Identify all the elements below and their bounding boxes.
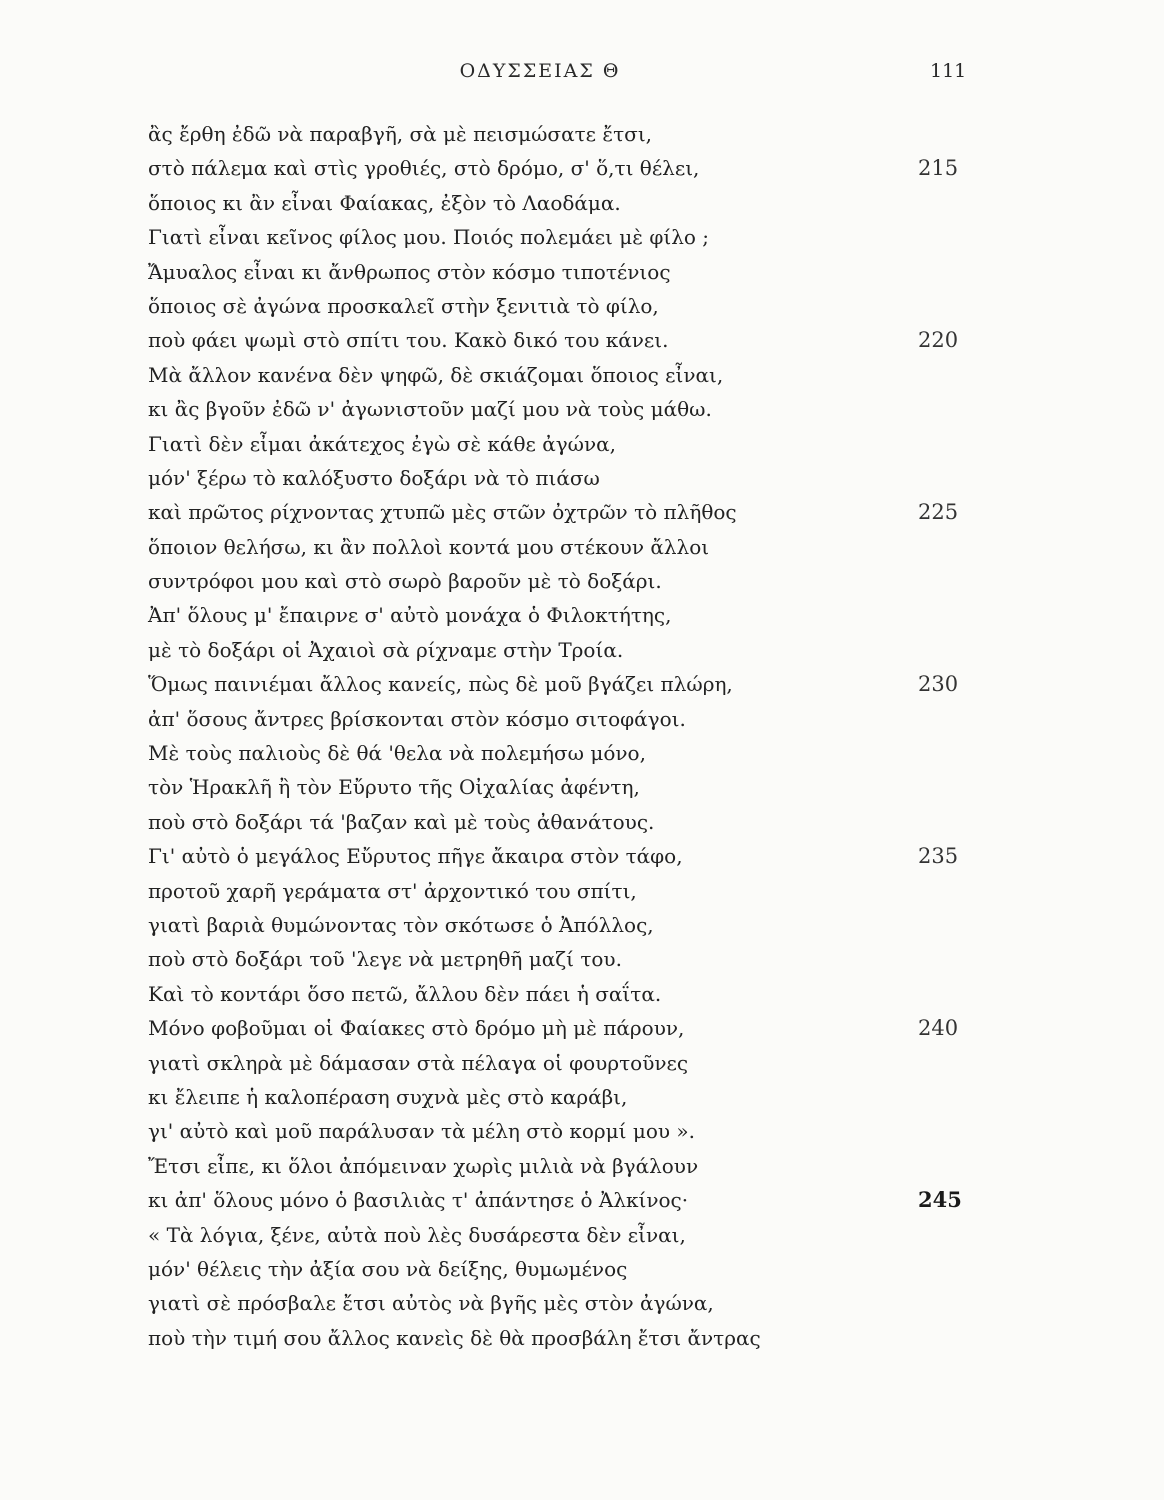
- verse-line: [148, 530, 978, 564]
- verse-text: κι ἂς βγοῦν ἐδῶ ν' ἀγωνιστοῦν μαζί μου νὰ τοὺς μάθω.: [148, 397, 712, 422]
- verse-line: [148, 1286, 978, 1320]
- verse-text: μὲ τὸ δοξάρι οἱ Ἀχαιοὶ σὰ ρίχναμε στὴν Τροία.: [148, 637, 624, 662]
- verse-line: [148, 323, 978, 357]
- verse-line: [148, 633, 978, 667]
- verse-number: 225: [918, 500, 959, 525]
- verse-line: [148, 805, 978, 839]
- verse-line: [148, 1149, 978, 1183]
- verse-text: τὸν Ἡρακλῆ ἢ τὸν Εὔρυτο τῆς Οἰχαλίας ἀφέντη,: [148, 775, 640, 800]
- verse-text: « Τὰ λόγια, ξένε, αὐτὰ ποὺ λὲς δυσάρεστα δὲν εἶναι,: [148, 1222, 686, 1247]
- verse-line: [148, 1011, 978, 1045]
- verse-line: [148, 736, 978, 770]
- verse-line: [148, 1252, 978, 1286]
- verse-text: γιατὶ σὲ πρόσβαλε ἔτσι αὐτὸς νὰ βγῆς μὲς στὸν ἀγώνα,: [148, 1291, 714, 1316]
- verse-text: Γι' αὐτὸ ὁ μεγάλος Εὔρυτος πῆγε ἄκαιρα στὸν τάφο,: [148, 844, 683, 869]
- verse-text: Ἀπ' ὅλους μ' ἔπαιρνε σ' αὐτὸ μονάχα ὁ Φιλοκτήτης,: [148, 603, 672, 628]
- verse-text: ἂς ἔρθη ἐδῶ νὰ παραβγῆ, σὰ μὲ πεισμώσατε ἔτσι,: [148, 122, 653, 146]
- verse-line: [148, 117, 978, 151]
- verse-text: Ἔτσι εἶπε, κι ὅλοι ἀπόμειναν χωρὶς μιλιὰ νὰ βγάλουν: [148, 1153, 699, 1178]
- verse-text: Ὅμως παινιέμαι ἄλλος κανείς, πὼς δὲ μοῦ βγάζει πλώρη,: [148, 672, 733, 697]
- verse-text: γι' αὐτὸ καὶ μοῦ παράλυσαν τὰ μέλη στὸ κορμί μου ».: [148, 1119, 696, 1144]
- verse-text: στὸ πάλεμα καὶ στὶς γροθιές, στὸ δρόμο, σ' ὅ,τι θέλει,: [148, 156, 700, 181]
- verse-text: Καὶ τὸ κοντάρι ὅσο πετῶ, ἄλλου δὲν πάει ἡ σαΐτα.: [148, 981, 662, 1006]
- verse-text: Γιατὶ δὲν εἶμαι ἀκάτεχος ἐγὼ σὲ κάθε ἀγώνα,: [148, 431, 616, 456]
- verse-text: κι ἔλειπε ἡ καλοπέραση συχνὰ μὲς στὸ καράβι,: [148, 1084, 628, 1109]
- page-title: ΟΔΥΣΣΕΙΑΣ Θ: [459, 60, 621, 82]
- verse-line: [148, 1080, 978, 1114]
- verse-line: [148, 770, 978, 804]
- verse-line: [148, 186, 978, 220]
- verse-text: ἀπ' ὅσους ἄντρες βρίσκονται στὸν κόσμο σιτοφάγοι.: [148, 706, 686, 731]
- verse-text: Μόνο φοβοῦμαι οἱ Φαίακες στὸ δρόμο μὴ μὲ πάρουν,: [148, 1016, 685, 1041]
- verse-text: μόν' ξέρω τὸ καλόξυστο δοξάρι νὰ τὸ πιάσω: [148, 465, 600, 490]
- verse-line: [148, 220, 978, 254]
- verse-line: [148, 427, 978, 461]
- verse-line: [148, 908, 978, 942]
- verse-text: Μὲ τοὺς παλιοὺς δὲ θά 'θελα νὰ πολεμήσω μόνο,: [148, 741, 646, 766]
- page-number: 111: [930, 60, 967, 82]
- verse-number: 235: [918, 844, 959, 869]
- verse-text: Γιατὶ εἶναι κεῖνος φίλος μου. Ποιός πολεμάει μὲ φίλο ;: [148, 225, 710, 250]
- verse-line: [148, 942, 978, 976]
- verse-text: συντρόφοι μου καὶ στὸ σωρὸ βαροῦν μὲ τὸ δοξάρι.: [148, 569, 662, 594]
- verse-text: ὅποιον θελήσω, κι ἂν πολλοὶ κοντά μου στέκουν ἄλλοι: [148, 534, 710, 559]
- verse-text: καὶ πρῶτος ρίχνοντας χτυπῶ μὲς στῶν ὀχτρῶν τὸ πλῆθος: [148, 500, 737, 525]
- verse-line: [148, 598, 978, 632]
- verse-line: [148, 702, 978, 736]
- verse-text-block: [148, 117, 978, 1355]
- verse-line: [148, 461, 978, 495]
- verse-text: Ἄμυαλος εἶναι κι ἄνθρωπος στὸν κόσμο τιποτένιος: [148, 259, 671, 284]
- verse-number: 245: [918, 1187, 962, 1213]
- verse-line: [148, 667, 978, 701]
- verse-text: ποὺ στὸ δοξάρι τοῦ 'λεγε νὰ μετρηθῆ μαζί του.: [148, 947, 622, 972]
- verse-line: [148, 151, 978, 185]
- verse-text: ποὺ στὸ δοξάρι τά 'βαζαν καὶ μὲ τοὺς ἀθανάτους.: [148, 809, 655, 834]
- verse-line: [148, 255, 978, 289]
- verse-line: [148, 358, 978, 392]
- verse-text: ποὺ φάει ψωμὶ στὸ σπίτι του. Κακὸ δικό του κάνει.: [148, 328, 669, 353]
- verse-line: [148, 564, 978, 598]
- verse-line: [148, 1183, 978, 1217]
- verse-text: μόν' θέλεις τὴν ἀξία σου νὰ δείξης, θυμωμένος: [148, 1256, 628, 1281]
- verse-text: κι ἀπ' ὅλους μόνο ὁ βασιλιὰς τ' ἀπάντησε ὁ Ἀλκίνος·: [148, 1188, 689, 1213]
- verse-number: 215: [918, 156, 959, 181]
- verse-number: 230: [918, 672, 959, 697]
- verse-line: [148, 1114, 978, 1148]
- verse-line: [148, 495, 978, 529]
- verse-line: [148, 874, 978, 908]
- verse-line: [148, 977, 978, 1011]
- verse-line: [148, 1321, 978, 1355]
- verse-line: [148, 839, 978, 873]
- verse-line: [148, 1218, 978, 1252]
- verse-number: 240: [918, 1016, 959, 1041]
- verse-text: γιατὶ βαριὰ θυμώνοντας τὸν σκότωσε ὁ Ἀπόλλος,: [148, 912, 654, 937]
- verse-text: Μὰ ἄλλον κανένα δὲν ψηφῶ, δὲ σκιάζομαι ὅποιος εἶναι,: [148, 362, 724, 387]
- verse-text: ὅποιος κι ἂν εἶναι Φαίακας, ἐξὸν τὸ Λαοδάμα.: [148, 190, 621, 215]
- verse-text: προτοῦ χαρῆ γεράματα στ' ἀρχοντικό του σπίτι,: [148, 878, 637, 903]
- verse-text: γιατὶ σκληρὰ μὲ δάμασαν στὰ πέλαγα οἱ φουρτοῦνες: [148, 1050, 689, 1075]
- verse-line: [148, 289, 978, 323]
- verse-line: [148, 1046, 978, 1080]
- verse-text: ποὺ τὴν τιμή σου ἄλλος κανεὶς δὲ θὰ προσβάλη ἔτσι ἄντρας: [148, 1325, 761, 1350]
- verse-number: 220: [918, 328, 959, 353]
- verse-line: [148, 392, 978, 426]
- verse-text: ὅποιος σὲ ἀγώνα προσκαλεῖ στὴν ξενιτιὰ τὸ φίλο,: [148, 293, 659, 318]
